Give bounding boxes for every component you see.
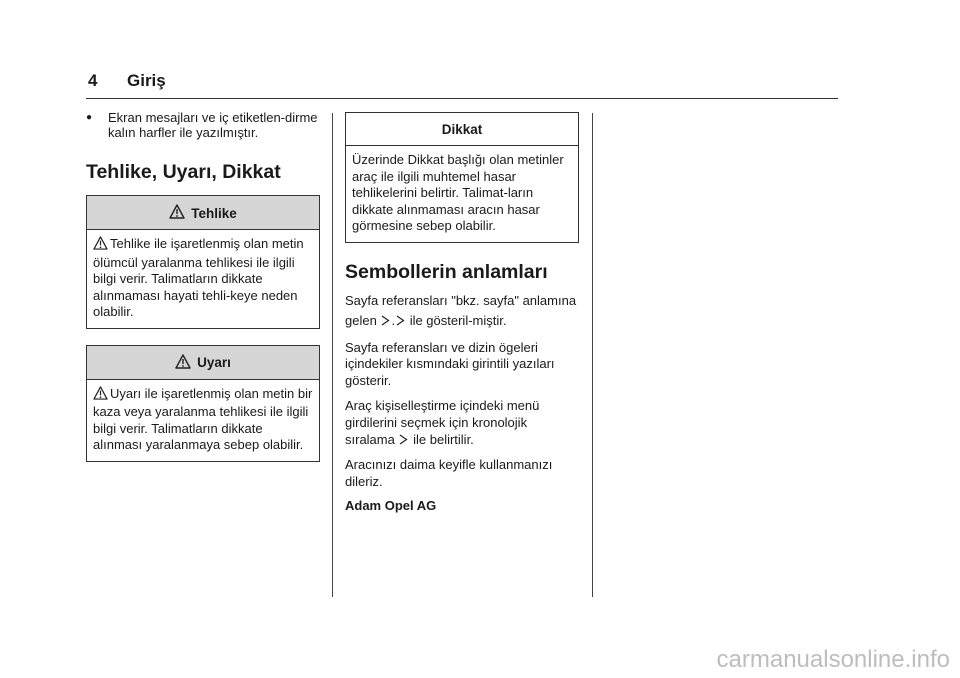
caution-box-text: Üzerinde Dikkat başlığı olan metinler araç ile ilgili muhtemel hasar tehlikelerini belirtir. Talimat-ların dikkate alınmaması aracın hasar görmesine sebep olabilir. bbox=[352, 152, 564, 233]
danger-box-header bbox=[87, 196, 319, 230]
column-left bbox=[86, 110, 320, 462]
paragraph-index: Sayfa referansları ve dizin ögeleri içindekiler kısmındaki girintili yazıları gösterir. bbox=[345, 339, 555, 388]
caution-box bbox=[345, 112, 579, 243]
warning-box bbox=[86, 345, 320, 462]
caution-box-title: Dikkat bbox=[441, 122, 483, 137]
paragraph-text: ile belirtilir. bbox=[413, 432, 474, 447]
section-heading-warnings: Tehlike, Uyarı, Dikkat bbox=[86, 161, 281, 183]
caution-box-body bbox=[346, 146, 578, 242]
page-reference-arrow-icon bbox=[399, 432, 408, 449]
warning-box-text: Uyarı ile işaretlenmiş olan metin bir kaza veya yaralanma tehlikesi ile ilgili bilgi verir. Talimatların dikkate alınması yaralanmaya sebep olabilir. bbox=[93, 385, 313, 452]
danger-box bbox=[86, 195, 320, 329]
column-divider-left bbox=[332, 113, 333, 597]
page-number: 4 bbox=[88, 71, 98, 90]
warning-box-body bbox=[87, 380, 319, 461]
section-heading-symbols: Sembollerin anlamları bbox=[345, 260, 548, 283]
page-header bbox=[86, 68, 838, 99]
warning-box-title: Uyarı bbox=[197, 355, 231, 370]
watermark: carmanualsonline.info bbox=[716, 646, 950, 673]
bullet-item bbox=[86, 110, 320, 140]
bullet-text: Ekran mesajları ve iç etiketlen-dirme kalın harfler ile yazılmıştır. bbox=[108, 110, 318, 140]
warning-triangle-icon bbox=[169, 204, 185, 222]
warning-triangle-icon bbox=[93, 386, 108, 405]
paragraph-text: ile gösteril-miştir. bbox=[409, 312, 507, 328]
warning-triangle-icon bbox=[93, 236, 108, 255]
warning-triangle-icon bbox=[175, 354, 191, 372]
signature: Adam Opel AG bbox=[345, 498, 437, 513]
column-divider-right bbox=[592, 113, 593, 597]
page-reference-arrow-icon bbox=[381, 312, 390, 332]
danger-box-body bbox=[87, 230, 319, 328]
danger-box-title: Tehlike bbox=[191, 205, 237, 221]
page-reference-arrow-icon bbox=[396, 312, 405, 332]
warning-box-header bbox=[87, 346, 319, 380]
paragraph-page-reference: Sayfa referansları "bkz. sayfa" anlamına gelen . ile gösteril-miştir. bbox=[345, 291, 579, 332]
paragraph-text: Sayfa referansları "bkz. sayfa" anlamına gelen bbox=[345, 292, 577, 328]
bullet-dot-icon: ● bbox=[86, 112, 93, 123]
paragraph-closing: Aracınızı daima keyifle kullanmanızı dileriz. bbox=[345, 457, 553, 489]
page-section-title: Giriş bbox=[127, 71, 166, 90]
column-middle bbox=[345, 110, 579, 515]
paragraph-menu-entries bbox=[345, 397, 579, 449]
danger-box-text: Tehlike ile işaretlenmiş olan metin ölümcül yaralanma tehlikesi ile ilgili bilgi verir. Talimatların dikkate alınmaması hayati tehli-keye neden olabilir. bbox=[93, 236, 304, 319]
caution-box-header bbox=[346, 113, 578, 146]
paragraph-text: Araç kişiselleştirme içindeki menü girdilerini seçmek için kronolojik sıralama bbox=[345, 398, 540, 447]
